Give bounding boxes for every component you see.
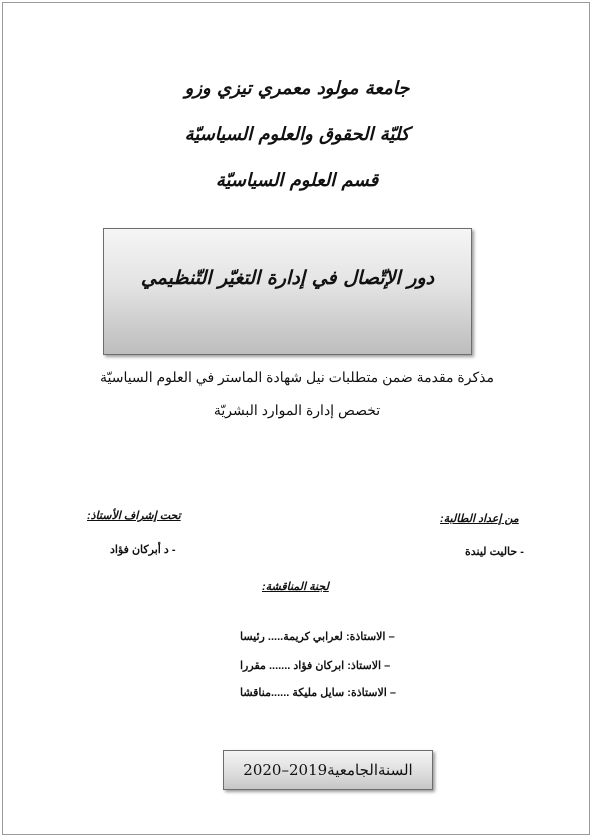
committee-member	[230, 686, 396, 699]
supervisor-name-line	[100, 543, 176, 556]
student-name-line	[455, 545, 524, 558]
department-name: قسم العلوم السياسيّة	[215, 170, 379, 191]
university-name: جامعة مولود معمري تيزي وزو	[184, 78, 410, 99]
supervisor-name: د أبركان فؤاد	[110, 544, 169, 556]
thesis-title-box	[103, 228, 472, 355]
committee-member	[230, 659, 390, 672]
supervisor-label: تحت إشراف الأستاذ:	[87, 510, 181, 522]
academic-year: السنةالجامعية2019–2020	[243, 761, 413, 779]
committee-label: لجنة المناقشة:	[262, 581, 329, 593]
supervisor-dash: -	[171, 544, 176, 556]
specialization-line: تخصص إدارة الموارد البشريّة	[213, 402, 381, 418]
member-dash: –	[389, 687, 397, 699]
student-dash: -	[520, 546, 524, 558]
memo-line: مذكرة مقدمة ضمن متطلبات نيل شهادة الماستر في العلوم السياسيّة	[99, 369, 494, 385]
member-text: الاستاذة: سايل مليكة ......مناقشا	[240, 687, 387, 699]
member-dash: –	[388, 631, 395, 643]
student-name: حاليت ليندة	[465, 546, 518, 558]
committee-member	[230, 630, 395, 643]
thesis-title: دور الإتّصال في إدارة التغيّر التّنظيمي	[140, 267, 435, 289]
faculty-name: كليّة الحقوق والعلوم السياسيّة	[184, 124, 410, 145]
member-text: الاستاذة: لعرابي كريمة..... رئيسا	[240, 631, 386, 643]
academic-year-box	[223, 750, 433, 790]
member-text: الاستاذ: ابركان فؤاد ....... مقررا	[240, 660, 382, 672]
prepared-by-label: من إعداد الطالبة:	[440, 513, 519, 525]
member-dash: –	[384, 660, 391, 672]
